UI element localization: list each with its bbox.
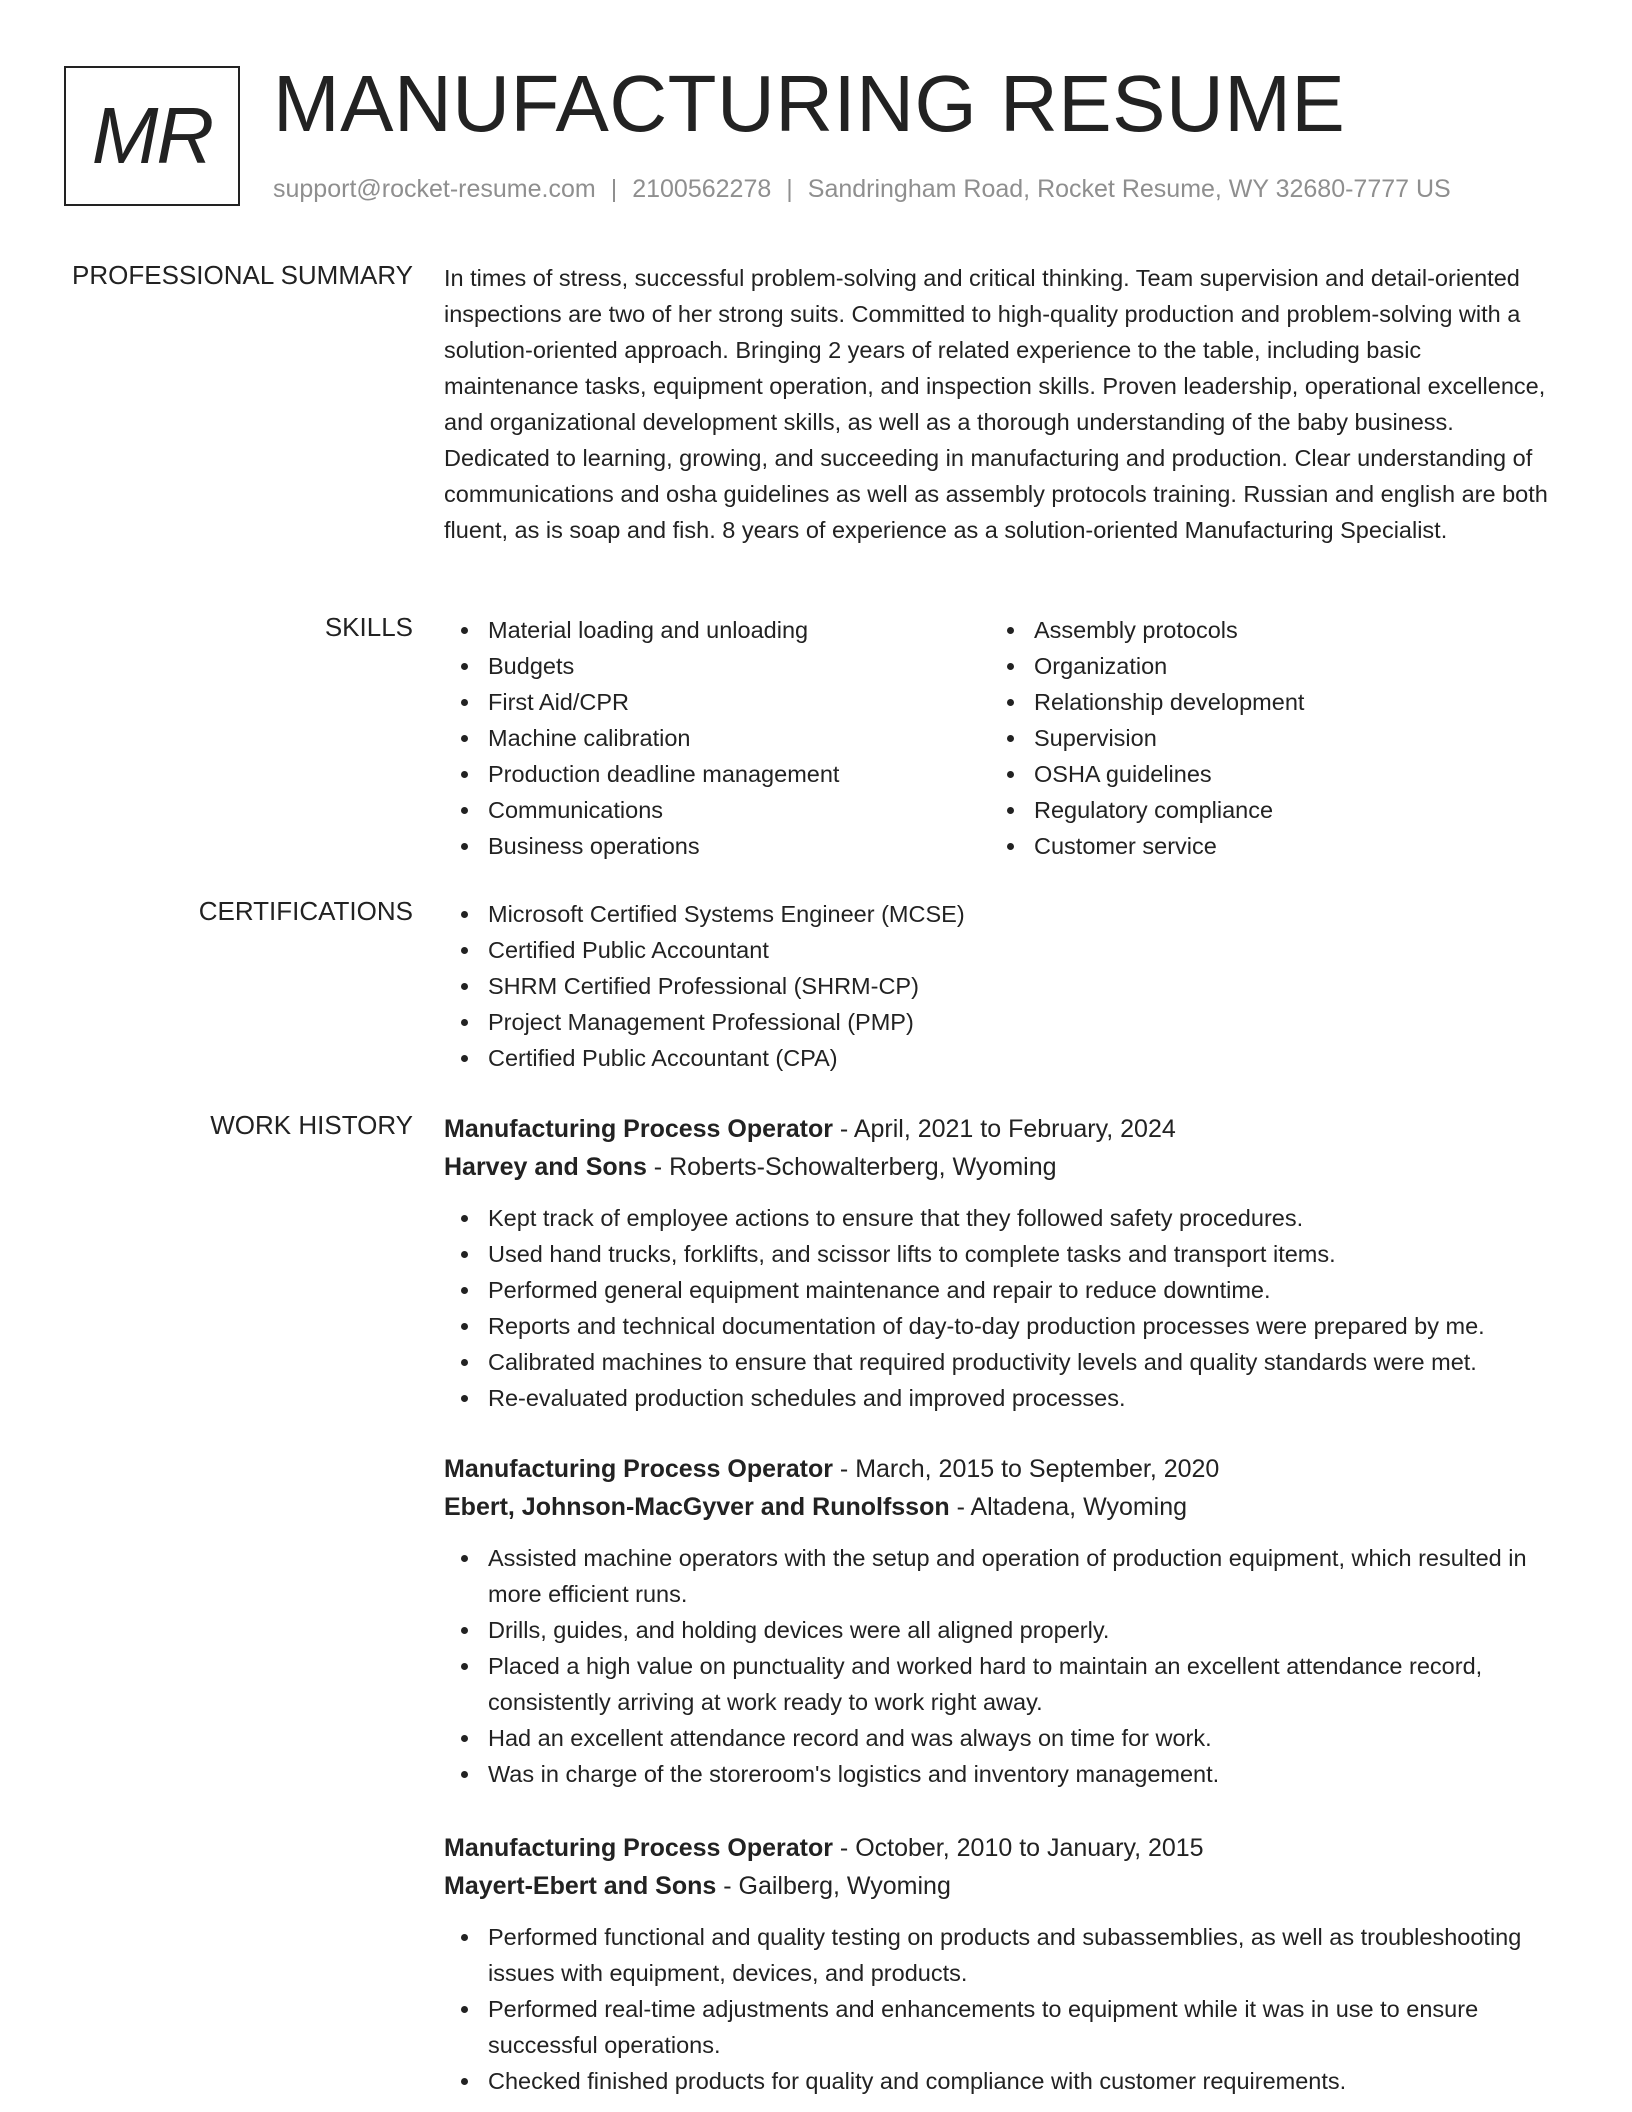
skill-item: Communications — [444, 792, 990, 828]
job-dates: - March, 2015 to September, 2020 — [832, 1455, 1220, 1483]
certification-item: Project Management Professional (PMP) — [444, 1004, 1564, 1040]
section-label-work-history: WORK HISTORY — [210, 1110, 413, 1140]
contact-separator: | — [786, 175, 793, 203]
skill-item: Relationship development — [990, 684, 1536, 720]
skill-item: Assembly protocols — [990, 612, 1536, 648]
job-duty: Was in charge of the storeroom's logistics and inventory management. — [444, 1756, 1564, 1792]
job-company: Harvey and Sons — [444, 1153, 647, 1181]
skill-item: Regulatory compliance — [990, 792, 1536, 828]
certification-item: Certified Public Accountant — [444, 932, 1564, 968]
skill-item: Machine calibration — [444, 720, 990, 756]
job-location: - Gailberg, Wyoming — [716, 1872, 951, 1900]
job-entry — [444, 1450, 1564, 1792]
job-duty: Reports and technical documentation of day-to-day production processes were prepared by me. — [444, 1308, 1564, 1344]
job-company-line — [444, 1148, 1564, 1186]
job-title-line — [444, 1110, 1564, 1148]
section-label-certifications: CERTIFICATIONS — [198, 896, 413, 926]
skill-item: Business operations — [444, 828, 990, 864]
job-duties-list — [444, 1919, 1564, 2099]
job-duty: Performed real-time adjustments and enhancements to equipment while it was in use to ensure successful operations. — [444, 1991, 1564, 2063]
certifications-list — [444, 896, 1564, 1076]
job-duty: Placed a high value on punctuality and worked hard to maintain an excellent attendance record, consistently arriving at work ready to work right away. — [444, 1648, 1564, 1720]
contact-address: Sandringham Road, Rocket Resume, WY 32680-7777 US — [807, 175, 1451, 203]
certification-item: SHRM Certified Professional (SHRM-CP) — [444, 968, 1564, 1004]
skills-list-left — [444, 612, 990, 864]
contact-email[interactable]: support@rocket-resume.com — [273, 175, 596, 203]
job-dates: - October, 2010 to January, 2015 — [832, 1834, 1204, 1862]
job-company: Mayert-Ebert and Sons — [444, 1872, 717, 1900]
job-duty: Had an excellent attendance record and was always on time for work. — [444, 1720, 1564, 1756]
job-title: Manufacturing Process Operator — [444, 1455, 833, 1483]
job-duty: Performed functional and quality testing on products and subassemblies, as well as troubleshooting issues with equipment, devices, and products. — [444, 1919, 1564, 1991]
certification-item: Certified Public Accountant (CPA) — [444, 1040, 1564, 1076]
job-duty: Calibrated machines to ensure that required productivity levels and quality standards were met. — [444, 1344, 1564, 1380]
job-title: Manufacturing Process Operator — [444, 1834, 833, 1862]
contact-phone[interactable]: 2100562278 — [632, 175, 772, 203]
job-duty: Checked finished products for quality and compliance with customer requirements. — [444, 2063, 1564, 2099]
job-title: Manufacturing Process Operator — [444, 1115, 833, 1143]
contact-separator: | — [610, 175, 618, 203]
job-company-line — [444, 1867, 1564, 1905]
section-label-skills: SKILLS — [324, 612, 413, 642]
job-company-line — [444, 1488, 1564, 1526]
job-duty: Performed general equipment maintenance and repair to reduce downtime. — [444, 1272, 1564, 1308]
job-duties-list — [444, 1540, 1564, 1792]
skill-item: First Aid/CPR — [444, 684, 990, 720]
job-duties-list — [444, 1200, 1564, 1416]
job-duty: Re-evaluated production schedules and improved processes. — [444, 1380, 1564, 1416]
skill-item: Supervision — [990, 720, 1536, 756]
job-title-line — [444, 1450, 1564, 1488]
summary-text: In times of stress, successful problem-solving and critical thinking. Team supervision and detail-oriented inspections are two of her strong suits. Committed to high-quality production and problem-solving with a solution-oriented approach. Bringing 2 years of related experience to the table, including basic maintenance tasks, equipment operation, and inspection skills. Proven leadership, operational excellence, and organizational development skills, as well as a thorough understanding of the baby business. Dedicated to learning, growing, and succeeding in manufacturing and production. Clear understanding of communications and osha guidelines as well as assembly protocols training. Russian and english are both fluent, as is soap and fish. 8 years of experience as a solution-oriented Manufacturing Specialist. — [444, 265, 1548, 543]
certification-item: Microsoft Certified Systems Engineer (MCSE) — [444, 896, 1564, 932]
skill-item: Material loading and unloading — [444, 612, 990, 648]
job-duty: Drills, guides, and holding devices were all aligned properly. — [444, 1612, 1564, 1648]
job-company: Ebert, Johnson-MacGyver and Runolfsson — [444, 1493, 950, 1521]
skill-item: Budgets — [444, 648, 990, 684]
section-label-summary: PROFESSIONAL SUMMARY — [72, 260, 413, 290]
job-location: - Altadena, Wyoming — [949, 1493, 1188, 1521]
skills-list-right — [990, 612, 1536, 864]
job-location: - Roberts-Schowalterberg, Wyoming — [646, 1153, 1057, 1181]
skill-item: Organization — [990, 648, 1536, 684]
skill-item: Production deadline management — [444, 756, 990, 792]
job-entry — [444, 1829, 1564, 2099]
job-duty: Kept track of employee actions to ensure that they followed safety procedures. — [444, 1200, 1564, 1236]
job-title-line — [444, 1829, 1564, 1867]
contact-line — [273, 175, 1451, 204]
monogram: MR — [64, 66, 240, 206]
job-entry — [444, 1110, 1564, 1416]
skill-item: Customer service — [990, 828, 1536, 864]
job-dates: - April, 2021 to February, 2024 — [832, 1115, 1176, 1143]
job-duty: Assisted machine operators with the setup and operation of production equipment, which resulted in more efficient runs. — [444, 1540, 1564, 1612]
skill-item: OSHA guidelines — [990, 756, 1536, 792]
resume-title: MANUFACTURING RESUME — [273, 59, 1346, 148]
job-duty: Used hand trucks, forklifts, and scissor lifts to complete tasks and transport items. — [444, 1236, 1564, 1272]
